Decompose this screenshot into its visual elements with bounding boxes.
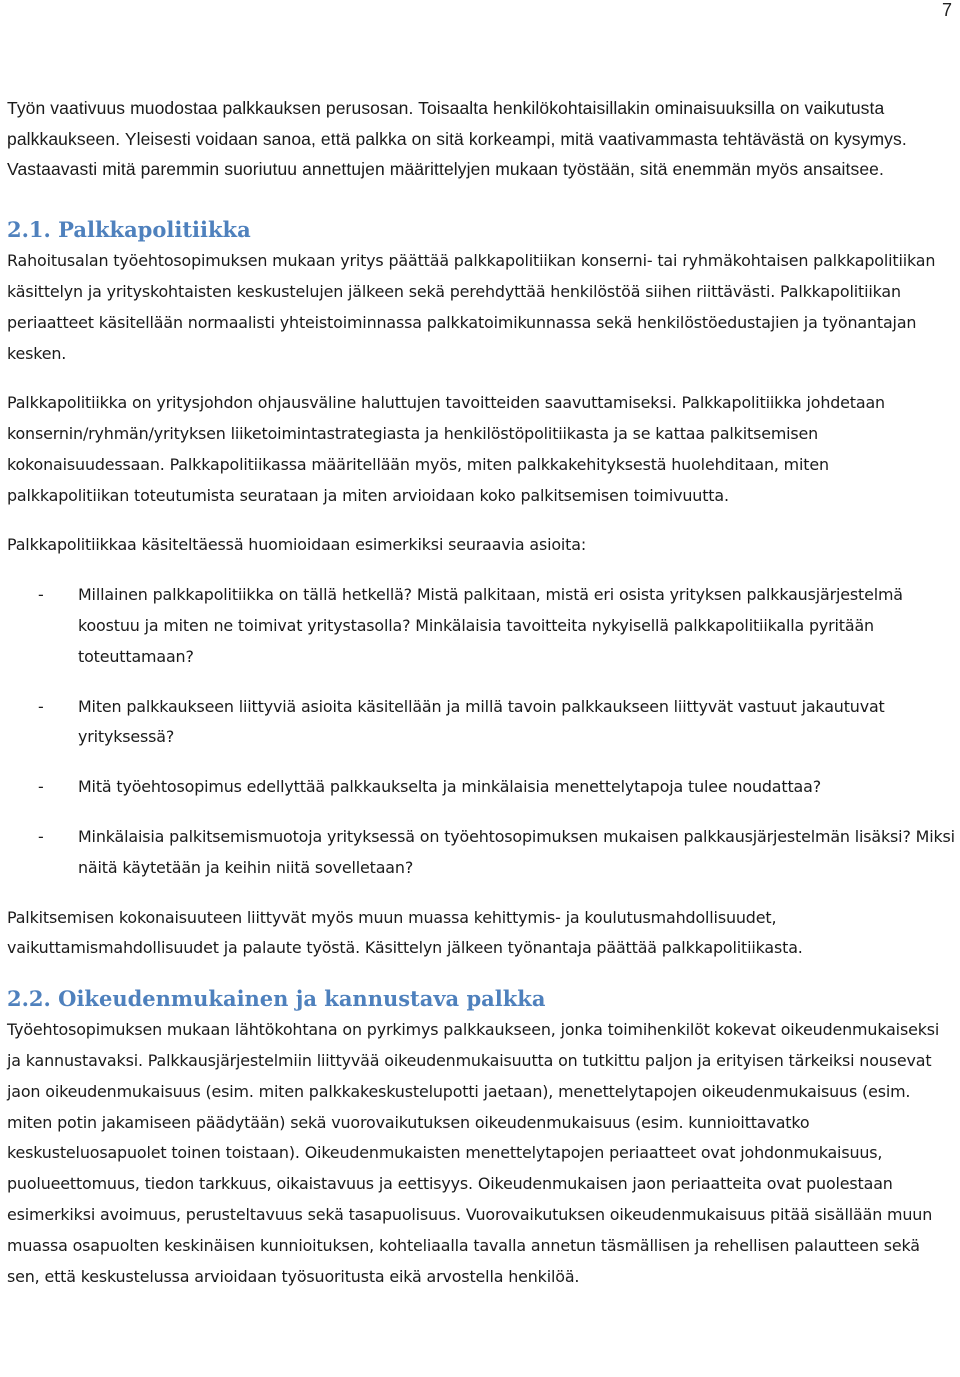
list-item <box>7 772 955 803</box>
list-item-text: Millainen palkkapolitiikka on tällä hetkellä? Mistä palkitaan, mistä eri osista yrityksen palkkausjärjestelmä koostuu ja miten ne toimivat yritystasolla? Minkälaisia tavoitteita nykyisellä palkkapolitiikalla pyritään toteuttamaan? <box>78 585 903 666</box>
list-item <box>7 580 955 672</box>
intro-paragraph: Työn vaativuus muodostaa palkkauksen perusosan. Toisaalta henkilökohtaisillakin ominaisuuksilla on vaikutusta palkkaukseen. Yleisesti voidaan sanoa, että palkka on sitä korkeampi, mitä vaativammasta tehtävästä on kysymys. Vastaavasti mitä paremmin suoriutuu annettujen määrittelyjen mukaan työstään, sitä enemmän myös ansaitsee. <box>7 98 907 180</box>
paragraph: Palkkapolitiikkaa käsiteltäessä huomioidaan esimerkiksi seuraavia asioita: <box>7 535 587 555</box>
section-heading-palkkapolitiikka: 2.1. Palkkapolitiikka <box>7 217 251 243</box>
list-marker: - <box>38 585 44 605</box>
list-item <box>7 692 955 754</box>
paragraph: Työehtosopimuksen mukaan lähtökohtana on pyrkimys palkkaukseen, jonka toimihenkilöt kokevat oikeudenmukaiseksi ja kannustavaksi. Palkkausjärjestelmiin liittyvää oikeudenmukaisuutta on tutkittu paljon ja erityisen tärkeiksi nousevat jaon oikeudenmukaisuus (esim. miten palkkakeskustelupotti jaetaan), menettelytapojen oikeudenmukaisuus (esim. miten potin jakamiseen päädytään) sekä vuorovaikutuksen oikeudenmukaisuus (esim. kunnioittavatko keskusteluosapuolet toinen toistaan). Oikeudenmukaisten menettelytapojen periaatteet ovat johdonmukaisuus, puolueettomuus, tiedon tarkkuus, oikaistavuus ja eettisyys. Oikeudenmukaisen jaon periaatteita ovat puolestaan esimerkiksi avoimuus, perusteltavuus sekä tasapuolisuus. Vuorovaikutuksen oikeudenmukaisuus pitää sisällään muun muassa osapuolten keskinäisen kunnioituksen, kohteliaalla tavalla annetun täsmällisen ja rehellisen palautteen sekä sen, että keskustelussa arvioidaan työsuoritusta eikä arvostella henkilöä. <box>7 1020 940 1286</box>
list-marker: - <box>38 696 44 716</box>
closing-paragraph: Palkitsemisen kokonaisuuteen liittyvät myös muun muassa kehittymis- ja koulutusmahdollisuudet, vaikuttamismahdollisuudet ja palaute työstä. Käsittelyn jälkeen työnantaja päättää palkkapolitiikasta. <box>7 907 803 958</box>
paragraph: Palkkapolitiikka on yritysjohdon ohjausväline haluttujen tavoitteiden saavuttamiseksi. Palkkapolitiikka johdetaan konsernin/ryhmän/yrityksen liiketoimintastrategiasta ja henkilöstöpolitiikasta ja se kattaa palkitsemisen kokonaisuudessaan. Palkkapolitiikassa määritellään myös, miten palkkakehityksestä huolehditaan, miten palkkapolitiikan toteutumista seurataan ja miten arvioidaan koko palkitsemisen toimivuutta. <box>7 393 885 505</box>
document-body <box>7 93 955 1292</box>
list-marker: - <box>38 777 44 797</box>
list-marker: - <box>38 827 44 847</box>
list-item-text: Minkälaisia palkitsemismuotoja yrityksessä on työehtosopimuksen mukaisen palkkausjärjestelmän lisäksi? Miksi näitä käytetään ja keihin niitä sovelletaan? <box>78 827 955 877</box>
section-heading-oikeudenmukainen-palkka: 2.2. Oikeudenmukainen ja kannustava palkka <box>7 986 546 1012</box>
page-number: 7 <box>941 0 952 20</box>
dash-list <box>7 580 955 883</box>
list-item <box>7 822 955 884</box>
list-item-text: Miten palkkaukseen liittyviä asioita käsitellään ja millä tavoin palkkaukseen liittyvät vastuut jakautuvat yrityksessä? <box>78 696 885 747</box>
list-item-text: Mitä työehtosopimus edellyttää palkkaukselta ja minkälaisia menettelytapoja tulee noudattaa? <box>78 777 822 797</box>
paragraph: Rahoitusalan työehtosopimuksen mukaan yritys päättää palkkapolitiikan konserni- tai ryhmäkohtaisen palkkapolitiikan käsittelyn ja yrityskohtaisten keskustelujen jälkeen sekä perehdyttää henkilöstöä siihen riittävästi. Palkkapolitiikan periaatteet käsitellään normaalisti yhteistoiminnassa palkkatoimikunnassa sekä henkilöstöedustajien ja työnantajan kesken. <box>7 251 936 363</box>
